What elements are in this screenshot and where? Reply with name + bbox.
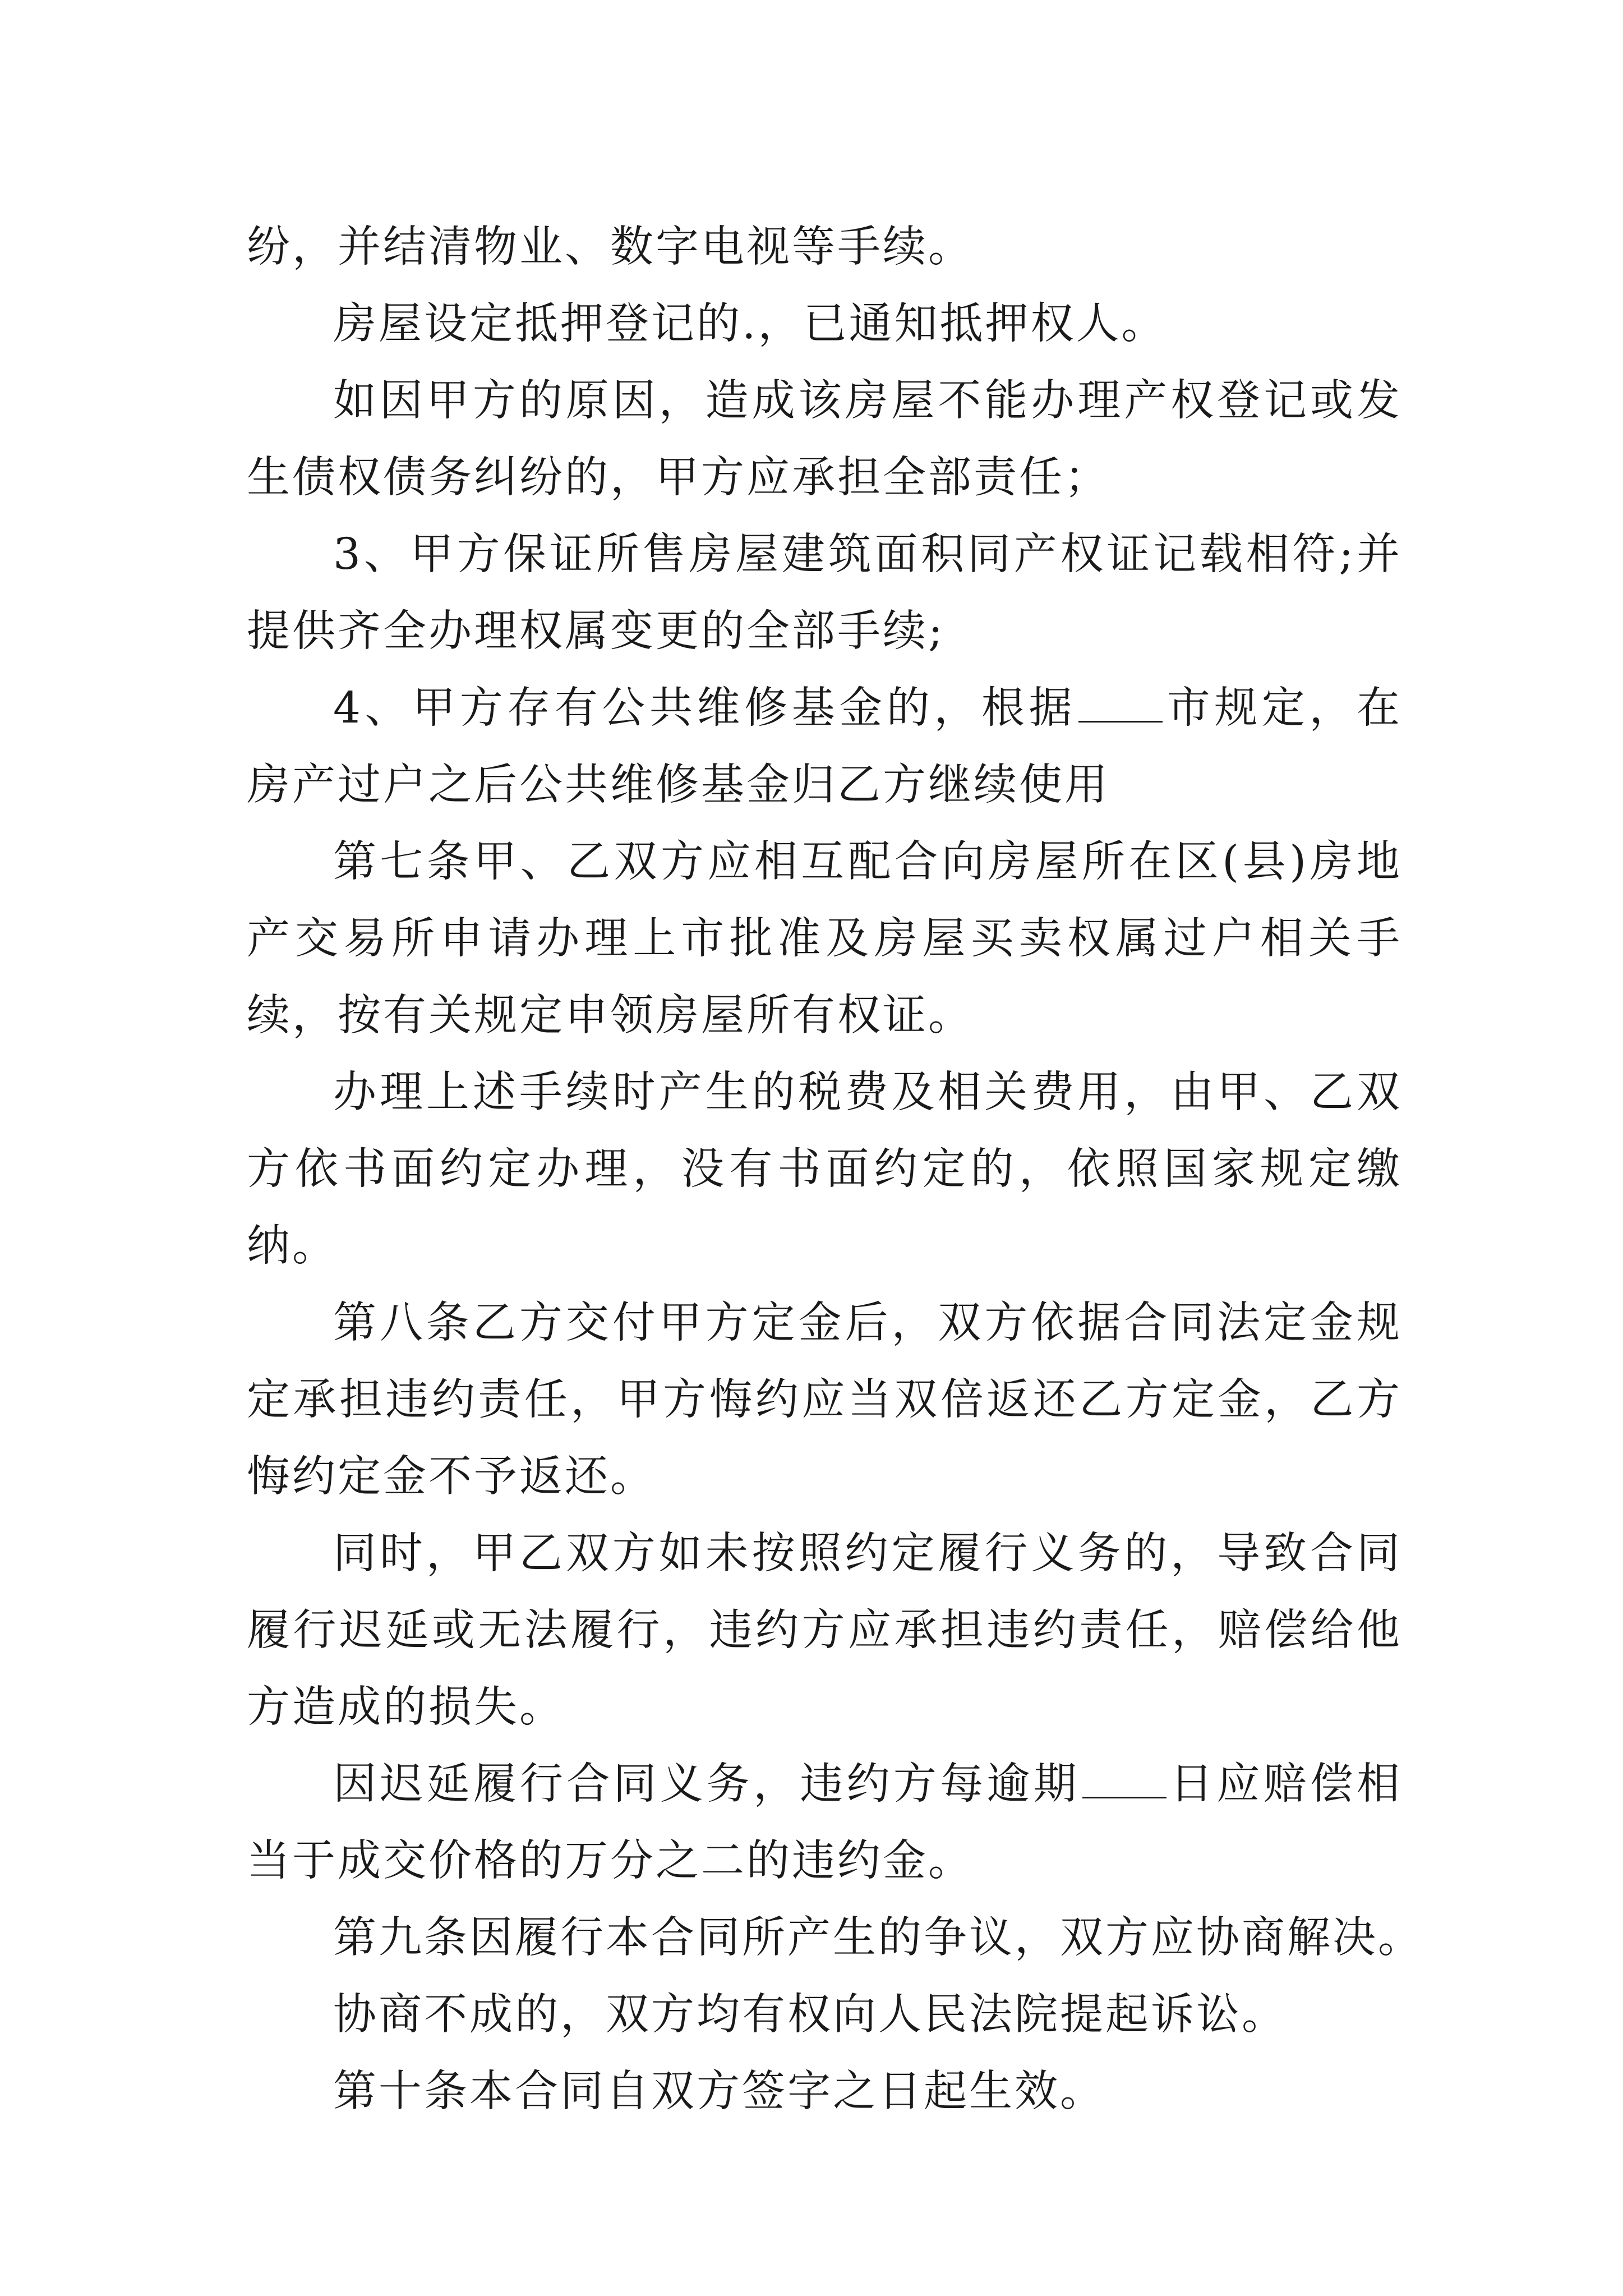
paragraph-late-penalty [247, 1746, 1402, 1899]
paragraph-breach-liability [247, 1515, 1402, 1746]
paragraph-text: 第九条因履行本合同所产生的争议，双方应协商解决。 [333, 1913, 1423, 1963]
paragraph-text: 如因甲方的原因，造成该房屋不能办理产权登记或发生债权债务纠纷的，甲方应承担全部责任； [247, 376, 1402, 503]
paragraph-text: 第十条本合同自双方签字之日起生效。 [333, 2067, 1105, 2116]
paragraph-text: 房屋设定抵押登记的.，已通知抵押权人。 [333, 299, 1167, 349]
paragraph-fees-settlement [247, 209, 1402, 286]
paragraph-mortgage-notice [247, 286, 1402, 362]
paragraph-text: 日应赔偿相当于成交价格的万分之二的违约金。 [247, 1759, 1403, 1886]
paragraph-text: 市规定，在房产过户之后公共维修基金归乙方继续使用 [247, 683, 1402, 810]
paragraph-article-10 [247, 2053, 1402, 2130]
paragraph-article-9 [247, 1899, 1423, 1976]
paragraph-article-8 [247, 1285, 1402, 1515]
paragraph-text: 同时，甲乙双方如未按照约定履行义务的，导致合同履行迟延或无法履行，违约方应承担违约责任，赔偿给他方造成的损失。 [247, 1529, 1402, 1732]
paragraph-text: 第八条乙方交付甲方定金后，双方依据合同法定金规定承担违约责任，甲方悔约应当双倍返还乙方定金，乙方悔约定金不予返还。 [247, 1298, 1402, 1502]
paragraph-seller-liability [247, 362, 1402, 516]
paragraph-text: 因迟延履行合同义务，违约方每逾期 [333, 1759, 1080, 1809]
city-blank-field[interactable] [1078, 686, 1163, 723]
contract-body [247, 209, 1423, 2130]
paragraph-text: 办理上述手续时产生的税费及相关费用，由甲、乙双方依书面约定办理，没有书面约定的，依照国家规定缴纳。 [247, 1068, 1402, 1271]
paragraph-text: 纷，并结清物业、数字电视等手续。 [247, 222, 974, 272]
paragraph-text: 4、甲方存有公共维修基金的，根据 [333, 683, 1077, 733]
days-blank-field[interactable] [1082, 1762, 1166, 1798]
paragraph-text: 第七条甲、乙双方应相互配合向房屋所在区(县)房地产交易所申请办理上市批准及房屋买卖权属过户相关手续，按有关规定申领房屋所有权证。 [247, 837, 1402, 1041]
paragraph-clause-3 [247, 516, 1402, 670]
paragraph-taxes-fees [247, 1054, 1402, 1285]
paragraph-clause-4 [247, 670, 1402, 823]
paragraph-article-7 [247, 823, 1402, 1054]
paragraph-text: 3、甲方保证所售房屋建筑面积同产权证记载相符;并提供齐全办理权属变更的全部手续; [247, 530, 1402, 656]
paragraph-litigation [247, 1976, 1402, 2053]
paragraph-text: 协商不成的，双方均有权向人民法院提起诉讼。 [333, 1990, 1287, 2040]
